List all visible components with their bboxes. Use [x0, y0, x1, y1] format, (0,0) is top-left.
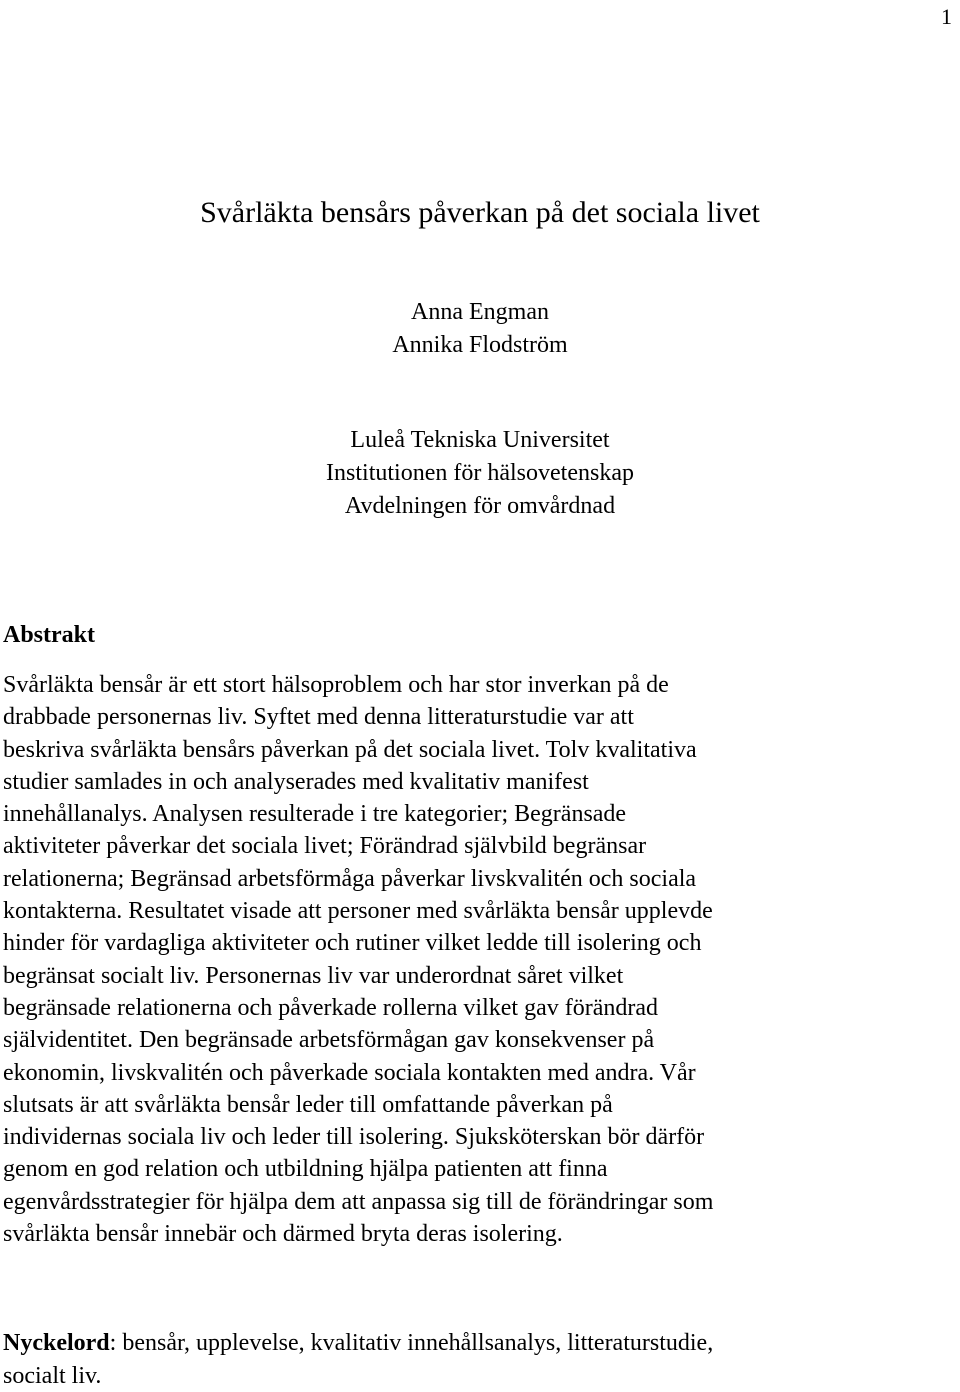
abstract-line: kontakterna. Resultatet visade att personer med svårläkta bensår upplevde: [3, 895, 958, 927]
abstract-line: begränsade relationerna och påverkade rollerna vilket gav förändrad: [3, 992, 958, 1024]
abstract-line: relationerna; Begränsad arbetsförmåga påverkar livskvalitén och sociala: [3, 863, 958, 895]
abstract-line: innehållanalys. Analysen resulterade i tre kategorier; Begränsade: [3, 798, 958, 830]
abstract-line: individernas sociala liv och leder till isolering. Sjuksköterskan bör därför: [3, 1121, 958, 1153]
author-name: Anna Engman: [0, 296, 960, 329]
abstract-line: beskriva svårläkta bensårs påverkan på det sociala livet. Tolv kvalitativa: [3, 734, 958, 766]
affiliation-block: [0, 424, 960, 523]
abstract-line: begränsat socialt liv. Personernas liv var underordnat såret vilket: [3, 960, 958, 992]
keywords-block: [3, 1327, 958, 1392]
abstract-line: drabbade personernas liv. Syftet med denna litteraturstudie var att: [3, 701, 958, 733]
author-name: Annika Flodström: [0, 329, 960, 362]
keywords-list: bensår, upplevelse, kvalitativ innehållsanalys, litteraturstudie,: [122, 1330, 713, 1356]
page-number: 1: [941, 4, 952, 30]
document-title: Svårläkta bensårs påverkan på det sociala livet: [0, 194, 960, 232]
department-name: Avdelningen för omvårdnad: [0, 490, 960, 523]
abstract-line: studier samlades in och analyserades med kvalitativ manifest: [3, 766, 958, 798]
abstract-body: [3, 669, 958, 1250]
university-name: Luleå Tekniska Universitet: [0, 424, 960, 457]
abstract-line: Svårläkta bensår är ett stort hälsoproblem och har stor inverkan på de: [3, 669, 958, 701]
institution-name: Institutionen för hälsovetenskap: [0, 457, 960, 490]
abstract-heading: Abstrakt: [3, 619, 95, 651]
abstract-line: genom en god relation och utbildning hjälpa patienten att finna: [3, 1153, 958, 1185]
abstract-line: svårläkta bensår innebär och därmed bryta deras isolering.: [3, 1218, 958, 1250]
keywords-line: socialt liv.: [3, 1360, 958, 1392]
author-list: [0, 296, 960, 362]
abstract-line: hinder för vardagliga aktiviteter och rutiner vilket ledde till isolering och: [3, 927, 958, 959]
abstract-line: aktiviteter påverkar det sociala livet; Förändrad självbild begränsar: [3, 830, 958, 862]
abstract-line: självidentitet. Den begränsade arbetsförmågan gav konsekvenser på: [3, 1024, 958, 1056]
keywords-line: [3, 1327, 958, 1360]
keywords-separator: :: [110, 1330, 123, 1356]
abstract-line: slutsats är att svårläkta bensår leder till omfattande påverkan på: [3, 1089, 958, 1121]
keywords-label: Nyckelord: [3, 1330, 110, 1356]
abstract-line: egenvårdsstrategier för hjälpa dem att anpassa sig till de förändringar som: [3, 1186, 958, 1218]
abstract-line: ekonomin, livskvalitén och påverkade sociala kontakten med andra. Vår: [3, 1057, 958, 1089]
